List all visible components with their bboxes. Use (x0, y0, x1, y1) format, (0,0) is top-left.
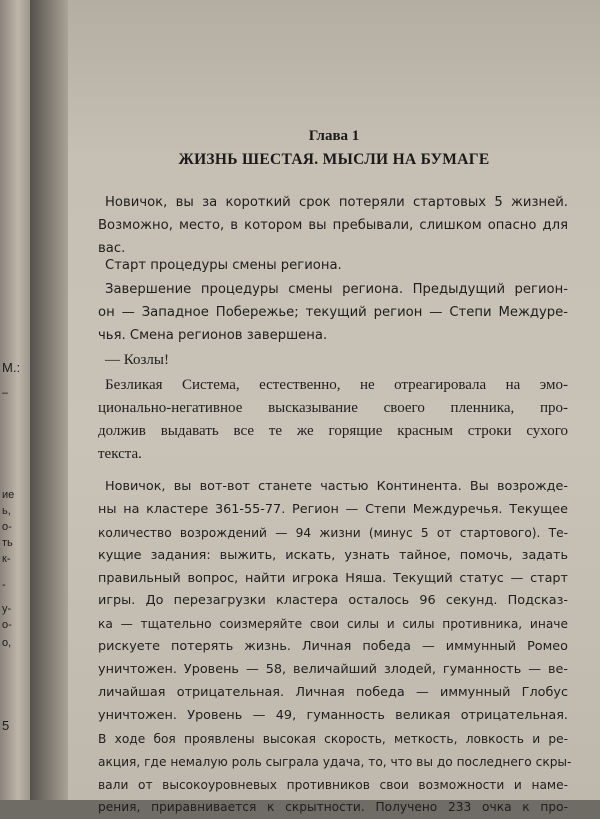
prev-page-fragment: ть (2, 537, 13, 549)
book-page (68, 0, 600, 815)
prev-page-fragment: о- (2, 619, 12, 631)
text-line: Завершение процедуры смены региона. Предыдущий регион- (105, 282, 568, 297)
system-message-region-complete (98, 278, 568, 347)
text-line: уничтожен. Уровень — 49, гуманность великая отрицательная. (98, 707, 568, 723)
prev-page-fragment: о- (2, 521, 12, 533)
text-line: уничтожен. Уровень — 58, величайший злодей, гуманность — ве- (98, 662, 568, 678)
prev-page-fragment: у- (2, 603, 12, 615)
system-message-lives-lost (98, 191, 568, 260)
chapter-number: Глава 1 (308, 128, 360, 144)
text-line: В ходе боя проявлены высокая скорость, меткость, ловкость и ре- (98, 731, 568, 746)
text-line: Новичок, вы вот-вот станете частью Континента. Вы возрожде- (105, 479, 568, 494)
text-line: текста. (98, 446, 142, 462)
text-line: количество возрождений — 94 жизни (минус 5 от стартового). Те- (98, 525, 568, 540)
dialogue-line (98, 349, 568, 372)
text-line: ционально-негативное высказывание своего пленника, про- (98, 400, 568, 416)
text-line: чья. Смена регионов завершена. (98, 328, 328, 343)
text-line: Возможно, место, в котором вы пребывали, слишком опасно для (98, 218, 568, 233)
narration-paragraph (98, 374, 568, 466)
text-line: ка — тщательно соизмеряйте свои силы и силы противника, иначе (98, 617, 568, 632)
text-line: он — Западное Побережье; текущий регион — Степи Междуре- (98, 305, 568, 320)
prev-page-fragment: к- (2, 553, 11, 565)
book-gutter (30, 0, 68, 800)
prev-page-fragment: 5 (2, 718, 10, 733)
text-line: рискуете потерять жизнь. Личная победа — иммунный Ромео (98, 639, 568, 655)
prev-page-fragment: – (2, 387, 9, 399)
prev-page-fragment: М.: (2, 360, 21, 375)
text-line: — Козлы! (105, 352, 169, 368)
text-line: вас. (98, 241, 126, 256)
system-message-continent (98, 476, 572, 819)
system-message-region-start (98, 254, 568, 277)
text-line: кущие задания: выжить, искать, узнать тайное, помочь, задать (98, 547, 568, 563)
prev-page-fragment: ь, (2, 505, 11, 517)
prev-page-fragment: ие (2, 489, 15, 501)
prev-page-fragment: - (2, 579, 6, 591)
previous-page-edge (0, 0, 30, 800)
text-line: акция, где немалую роль сыграла удача, то, что вы до последнего скры- (98, 754, 572, 769)
text-line: вали от высокоуровневых противников свои возможности и наме- (98, 777, 568, 792)
text-line: ны на кластере 361-55-77. Регион — Степи Междуречья. Текущее (98, 501, 568, 517)
chapter-title: ЖИЗНЬ ШЕСТАЯ. МЫСЛИ НА БУМАГЕ (178, 151, 490, 168)
prev-page-fragment: о, (2, 637, 12, 649)
text-line: Новичок, вы за короткий срок потеряли стартовых 5 жизней. (105, 195, 568, 210)
text-line: Безликая Система, естественно, не отреагировала на эмо- (105, 377, 568, 393)
text-line: правильный вопрос, найти игрока Няша. Текущий статус — старт (98, 570, 568, 586)
text-line: личайшая отрицательная. Личная победа — иммунный Глобус (98, 685, 568, 701)
text-line: игры. До перезагрузки кластера осталось 96 секунд. Подсказ- (98, 593, 568, 609)
text-line: Старт процедуры смены региона. (105, 258, 342, 273)
text-line: рения, приравнивается к скрытности. Получено 233 очка к про- (98, 800, 568, 815)
text-line: должив выдавать все те же горящие красным строки сухого (98, 423, 568, 439)
